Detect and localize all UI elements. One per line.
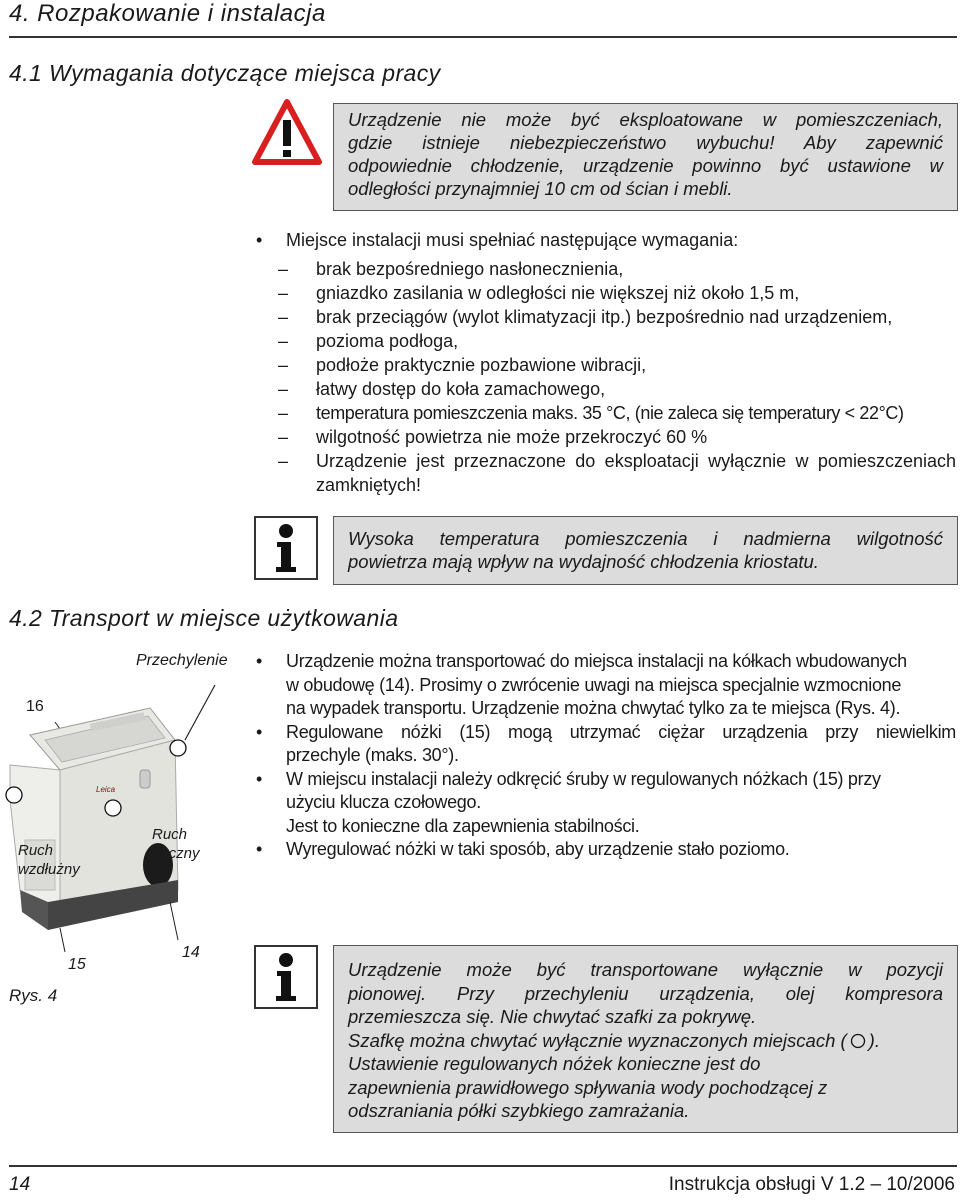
info-line: Ustawienie regulowanych nóżek konieczne jest do — [348, 1053, 761, 1074]
requirement-item: – gniazdko zasilania w odległości nie większej niż około 1,5 m, — [278, 283, 800, 303]
requirement-item: – temperatura pomieszczenia maks. 35 °C, (nie zaleca się temperatury < 22°C) — [278, 403, 904, 423]
warning-box — [333, 103, 958, 211]
warning-line: odpowiednie chłodzenie, urządzenie powinno być ustawione w — [348, 155, 943, 176]
info-icon — [254, 516, 318, 580]
footer-rule — [9, 1165, 957, 1167]
info-line: zapewnienia prawidłowego spływania wody pochodzącej z — [348, 1076, 828, 1098]
brand-logo: Leica — [96, 785, 116, 794]
label-long-move-1: Ruch — [18, 842, 54, 859]
requirements-lead — [256, 228, 956, 252]
section-title-4-1: 4.1 Wymagania dotyczące miejsca pracy — [9, 60, 441, 86]
info-box-cooling — [333, 516, 958, 585]
bullet: • — [256, 230, 263, 250]
requirement-item: – pozioma podłoga, — [278, 331, 459, 351]
transport-item: • Wyregulować nóżki w taki sposób, aby urządzenie stało poziomo. — [256, 839, 790, 859]
warning-line: odległości przynajmniej 10 cm od ścian i mebli. — [348, 178, 733, 199]
transport-item: • Urządzenie można transportować do miejsca instalacji na kółkach wbudowanych w obudowę (14). Prosimy o zwrócenie uwagi na miejsca specjalnie wzmocnione na wypadek transportu. Urządzenie można chwytać tylko za te miejsca (Rys. 4). — [256, 651, 907, 718]
label-long-move-2: wzdłużny — [18, 861, 80, 878]
label-side-move-1: Ruch — [152, 826, 188, 843]
warning-line: gdzie istnieje niebezpieczeństwo wybuchu! Aby zapewnić — [348, 132, 943, 153]
info-line: odszraniania półki szybkiego zamrażania. — [348, 1100, 690, 1121]
grip-circle-icon — [849, 1033, 867, 1049]
page-number: 14 — [9, 1174, 31, 1195]
info-box-transport — [333, 945, 958, 1133]
requirement-item: – Urządzenie jest przeznaczone do eksploatacji wyłącznie w pomieszczeniach zamkniętych! — [278, 451, 956, 495]
label-side-move-2: boczny — [152, 845, 200, 862]
info-line: Urządzenie może być transportowane wyłącznie w pozycji — [348, 959, 943, 980]
label-15: 15 — [68, 956, 86, 973]
figure-caption: Rys. 4 — [9, 986, 58, 1005]
label-tilt: Przechylenie — [136, 652, 228, 669]
figure-cryostat — [0, 640, 250, 1020]
requirements-lead-text: Miejsce instalacji musi spełniać następujące wymagania: — [286, 230, 739, 250]
info-line: Wysoka temperatura pomieszczenia i nadmierna wilgotność — [348, 528, 943, 549]
label-14: 14 — [182, 944, 200, 961]
label-16: 16 — [26, 698, 44, 715]
requirements-list — [256, 228, 956, 497]
transport-list — [256, 650, 956, 862]
transport-item: • Regulowane nóżki (15) mogą utrzymać ciężar urządzenia przy niewielkim przechyle (maks. 30°). — [256, 721, 956, 765]
requirement-item: – wilgotność powietrza nie może przekroczyć 60 % — [278, 427, 708, 447]
info-line: powietrza mają wpływ na wydajność chłodzenia kriostatu. — [348, 551, 819, 572]
requirement-item: – podłoże praktycznie pozbawione wibracji, — [278, 355, 647, 375]
requirement-item: – brak przeciągów (wylot klimatyzacji itp.) bezpośrednio nad urządzeniem, — [278, 307, 893, 327]
requirement-item: – łatwy dostęp do koła zamachowego, — [278, 379, 606, 399]
info-icon — [254, 945, 318, 1009]
warning-line: Urządzenie nie może być eksploatowane w pomieszczeniach, — [348, 109, 943, 130]
warning-triangle-icon — [252, 98, 322, 168]
info-line: Szafkę można chwytać wyłącznie wyznaczonych miejscach ( ). — [348, 1029, 880, 1051]
transport-item: • W miejscu instalacji należy odkręcić śruby w regulowanych nóżkach (15) przy użyciu klucza czołowego. Jest to konieczne dla zapewnienia stabilności. — [256, 768, 881, 836]
section-title-4-2: 4.2 Transport w miejsce użytkowania — [9, 605, 399, 631]
cryostat-illustration — [0, 640, 250, 970]
chapter-title: 4. Rozpakowanie i instalacja — [9, 0, 326, 27]
info-line: pionowej. Przy przechyleniu urządzenia, olej kompresora — [348, 982, 943, 1004]
requirement-item: – brak bezpośredniego nasłonecznienia, — [278, 259, 624, 279]
header-rule — [9, 36, 957, 38]
manual-version: Instrukcja obsługi V 1.2 – 10/2006 — [668, 1174, 955, 1195]
info-line: przemieszcza się. Nie chwytać szafki za pokrywę. — [348, 1006, 757, 1027]
